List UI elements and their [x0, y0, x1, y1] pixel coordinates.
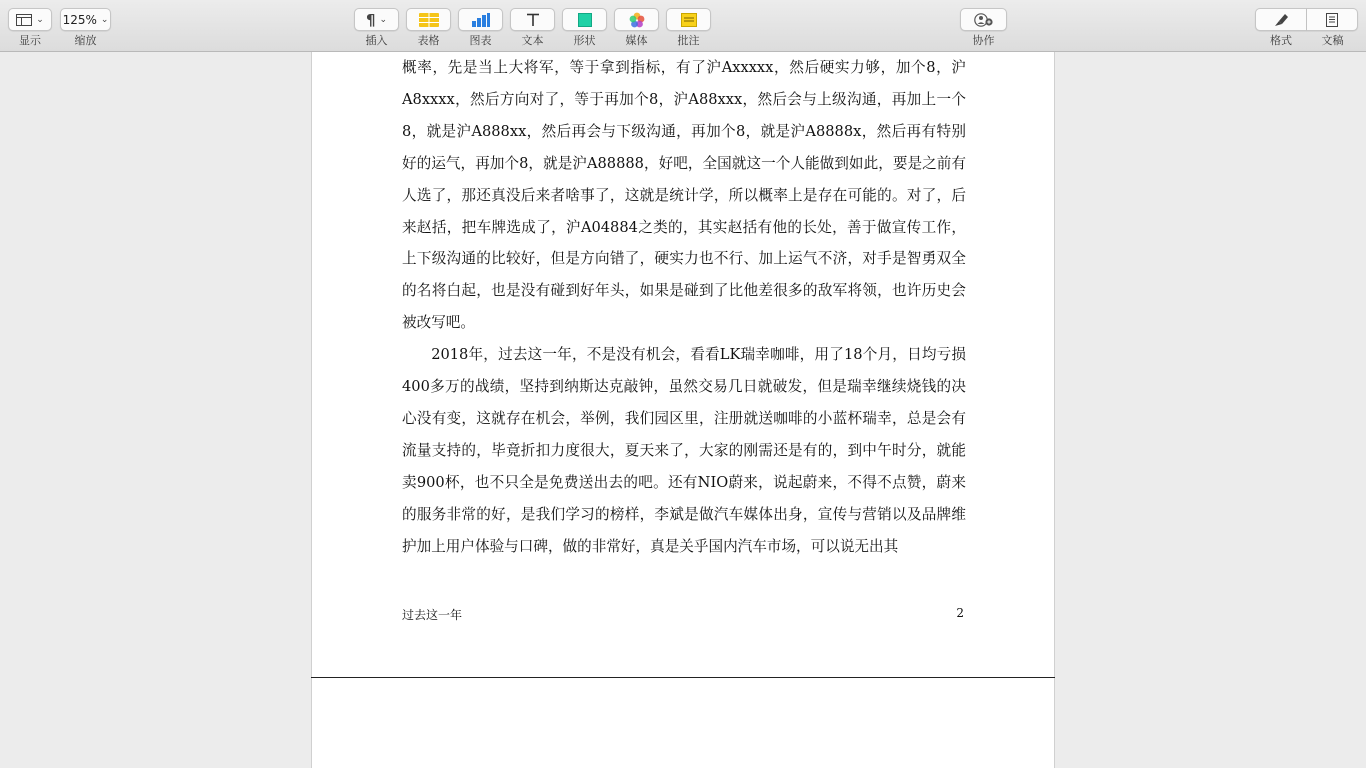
shape-button[interactable] — [562, 8, 607, 31]
sidebar-icon — [16, 14, 32, 26]
table-group — [406, 8, 451, 47]
document-canvas[interactable] — [0, 52, 1366, 768]
media-button[interactable] — [614, 8, 659, 31]
page-number: 2 — [956, 606, 964, 620]
pilcrow-icon: ¶ — [365, 10, 376, 29]
insert-label: 插入 — [365, 34, 388, 47]
table-label: 表格 — [417, 34, 440, 47]
chart-icon — [472, 13, 490, 27]
text-group — [510, 8, 555, 47]
page-2[interactable] — [311, 52, 1055, 677]
format-label: 格式 — [1270, 34, 1292, 47]
zoom-select[interactable] — [60, 8, 111, 31]
chart-label: 图表 — [469, 34, 492, 47]
photos-icon — [629, 12, 645, 28]
document-label: 文稿 — [1321, 34, 1344, 47]
comment-label: 批注 — [677, 34, 700, 47]
chevron-down-icon: ⌄ — [100, 14, 109, 25]
comment-group — [666, 8, 711, 47]
footer-title: 过去这一年 — [402, 608, 463, 622]
insert-button[interactable] — [354, 8, 399, 31]
collab-group — [960, 8, 1007, 47]
view-group — [8, 8, 52, 47]
shape-group — [562, 8, 607, 47]
view-label: 显示 — [19, 34, 41, 47]
chevron-down-icon: ⌄ — [36, 14, 44, 25]
view-button[interactable] — [8, 8, 52, 31]
shape-icon — [578, 13, 592, 27]
body-text[interactable] — [402, 52, 966, 563]
collaborate-button[interactable] — [960, 8, 1007, 31]
collaborate-label: 协作 — [972, 34, 995, 47]
table-icon — [419, 13, 439, 27]
paragraph-2[interactable]: 2018年，过去这一年，不是没有机会，看看LK瑞幸咖啡，用了18个月，日均亏损400多万的战绩，坚持到纳斯达克敲钟，虽然交易几日就破发，但是瑞幸继续烧钱的决心没有变，这就存在机会，举例，我们园区里，注册就送咖啡的小蓝杯瑞幸，总是会有流量支持的，毕竟折扣力度很大，夏天来了，大家的刚需还是有的，到中午时分，就能卖900杯，也不只全是免费送出去的吧。还有NIO蔚来，说起蔚来，不得不点赞，蔚来的服务非常的好，是我们学习的榜样，李斌是做汽车媒体出身，宣传与营销以及品牌维护加上用户体验与口碑，做的非常好，真是关乎国内汽车市场，可以说无出其 — [402, 346, 966, 555]
media-group — [614, 8, 659, 47]
insert-group — [354, 8, 399, 47]
paintbrush-icon — [1273, 13, 1289, 27]
zoom-label: 缩放 — [74, 34, 97, 47]
chevron-down-icon: ⌄ — [379, 14, 388, 25]
chart-button[interactable] — [458, 8, 503, 31]
inspector-group — [1255, 8, 1358, 47]
format-button[interactable] — [1255, 8, 1307, 31]
document-icon — [1326, 13, 1338, 27]
collaborate-icon — [974, 13, 994, 27]
toolbar — [0, 0, 1366, 52]
text-button[interactable] — [510, 8, 555, 31]
zoom-group — [60, 8, 111, 47]
text-icon — [526, 13, 540, 27]
media-label: 媒体 — [625, 34, 648, 47]
zoom-value: 125% — [62, 12, 97, 27]
comment-button[interactable] — [666, 8, 711, 31]
chart-group — [458, 8, 503, 47]
text-label: 文本 — [521, 34, 544, 47]
document-button[interactable] — [1307, 8, 1358, 31]
paragraph-1[interactable]: 概率，先是当上大将军，等于拿到指标，有了沪Axxxxx，然后硬实力够，加个8，沪A8xxxx，然后方向对了，等于再加个8，沪A88xxx，然后会与上级沟通，再加上一个8，就是沪A888xx，然后再会与下级沟通，再加个8，就是沪A8888x，然后再有特别好的运气，再加个8，就是沪A88888，好吧，全国就这一个人能做到如此，要是之前有人选了，那还真没后来者啥事了，这就是统计学，所以概率上是存在可能的。对了，后来赵括，把车牌选成了，沪A04884之类的，其实赵括有他的长处，善于做宣传工作，上下级沟通的比较好，但是方向错了，硬实力也不行、加上运气不济，对手是智勇双全的名将白起，也是没有碰到好年头，如果是碰到了比他差很多的敌军将领，也许历史会被改写吧。 — [402, 59, 966, 332]
shape-label: 形状 — [573, 34, 596, 47]
comment-icon — [681, 13, 697, 27]
page-3[interactable] — [311, 678, 1055, 768]
table-button[interactable] — [406, 8, 451, 31]
